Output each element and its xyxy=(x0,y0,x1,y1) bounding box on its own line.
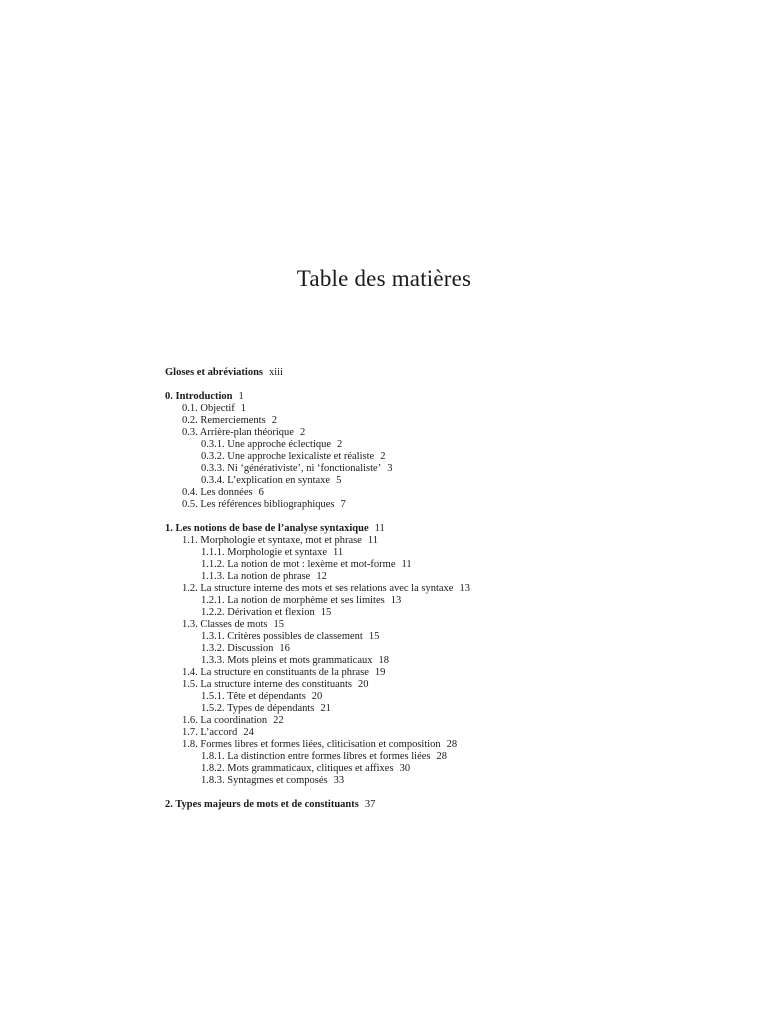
toc-entry xyxy=(165,619,725,631)
toc-entry-title: La distinction entre formes libres et formes liées xyxy=(227,751,431,762)
toc-entry xyxy=(165,475,725,487)
toc-entry xyxy=(165,583,725,595)
toc-entry-title: Ni ‘générativiste’, ni ‘fonctionaliste’ xyxy=(227,463,382,474)
toc-entry-title: L’explication en syntaxe xyxy=(227,475,331,486)
toc-entry xyxy=(165,703,725,715)
toc-entry-page: 16 xyxy=(279,643,290,654)
toc-entry-number: 1.5. xyxy=(182,679,198,690)
toc-entry-number: 1.6. xyxy=(182,715,198,726)
toc-entry xyxy=(165,367,725,379)
toc-entry-title: Types de dépendants xyxy=(227,703,315,714)
toc-entry-number: 0.3.1. xyxy=(201,439,225,450)
toc-entry-number: 1.8.1. xyxy=(201,751,225,762)
toc-entry-page: 1 xyxy=(238,391,244,402)
toc-entry xyxy=(165,679,725,691)
toc-entry-page: 12 xyxy=(316,571,327,582)
toc-entry-title: La coordination xyxy=(200,715,268,726)
toc-entry-title: Arrière-plan théorique xyxy=(199,427,294,438)
toc-entry-page: 3 xyxy=(387,463,393,474)
toc-entry-number: 0.2. xyxy=(182,415,198,426)
toc-entry-page: 20 xyxy=(311,691,323,702)
toc-entry-title: Formes libres et formes liées, cliticisation et composition xyxy=(200,739,441,750)
toc-entry-page: 18 xyxy=(378,655,389,666)
toc-entry xyxy=(165,595,725,607)
toc-entry-title: Les références bibliographiques xyxy=(200,499,335,510)
toc-entry-page: 7 xyxy=(340,499,346,510)
toc-entry-number: 0.3.3. xyxy=(201,463,225,474)
toc-entry-title: La structure interne des constituants xyxy=(200,679,352,690)
toc-entry-page: xiii xyxy=(269,367,284,378)
toc-entry-page: 2 xyxy=(299,427,306,438)
toc-entry xyxy=(165,571,725,583)
toc-entry-title: Objectif xyxy=(200,403,235,414)
toc-entry-title: La structure interne des mots et ses relations avec la syntaxe xyxy=(200,583,454,594)
toc-entry-number: 1.1. xyxy=(182,535,198,546)
toc-entry-number: 1.3. xyxy=(182,619,198,630)
toc-entry xyxy=(165,427,725,439)
toc-entry-number: 1.4. xyxy=(182,667,198,678)
toc-entry-title: La structure en constituants de la phrase xyxy=(200,667,369,678)
toc-entry xyxy=(165,739,725,751)
toc-entry-page: 11 xyxy=(374,523,385,534)
toc-entry-title: La notion de phrase xyxy=(227,571,311,582)
toc-entry-number: 0.5. xyxy=(182,499,198,510)
toc-entry xyxy=(165,631,725,643)
toc-entry-title: Une approche éclectique xyxy=(227,439,332,450)
toc-entry xyxy=(165,607,725,619)
toc-entry-title: Mots pleins et mots grammaticaux xyxy=(227,655,373,666)
toc-entry-title: Tête et dépendants xyxy=(227,691,306,702)
toc-entry xyxy=(165,439,725,451)
toc-entry-number: 1.1.1. xyxy=(201,547,225,558)
toc-entry-page: 15 xyxy=(368,631,380,642)
toc-entry xyxy=(165,391,725,403)
toc-entry-number: 1.5.1. xyxy=(201,691,225,702)
toc-entry xyxy=(165,775,725,787)
toc-entry-page: 2 xyxy=(380,451,386,462)
toc-entry-number: 1.2. xyxy=(182,583,198,594)
toc-entry-number: 0.1. xyxy=(182,403,198,414)
toc-entry-page: 28 xyxy=(436,751,447,762)
toc-entry xyxy=(165,691,725,703)
toc-entry xyxy=(165,451,725,463)
toc-entry-page: 11 xyxy=(401,559,412,570)
toc-entry-title: Remerciements xyxy=(200,415,266,426)
toc-entry-page: 22 xyxy=(273,715,284,726)
toc-entry-title: Discussion xyxy=(227,643,274,654)
toc-entry-title: Types majeurs de mots et de constituants xyxy=(175,799,359,810)
toc-entry-title: Gloses et abréviations xyxy=(165,367,263,378)
toc-entry xyxy=(165,655,725,667)
toc-entry xyxy=(165,523,725,535)
toc-entry-page: 33 xyxy=(333,775,345,786)
toc-entry-title: La notion de mot : lexème et mot-forme xyxy=(227,559,396,570)
toc-entry-title: Dérivation et flexion xyxy=(227,607,315,618)
toc-entry-page: 2 xyxy=(337,439,343,450)
toc-entry xyxy=(165,715,725,727)
toc-entry-title: La notion de morphème et ses limites xyxy=(227,595,385,606)
toc-entry-title: Syntagmes et composés xyxy=(227,775,328,786)
toc-entry-number: 0.4. xyxy=(182,487,198,498)
toc-entry-number: 2. xyxy=(165,799,173,810)
toc-entry-page: 24 xyxy=(243,727,254,738)
toc-entry-number: 1.1.2. xyxy=(201,559,225,570)
toc-entry-number: 1.8.2. xyxy=(201,763,225,774)
toc-entry-number: 1.5.2. xyxy=(201,703,225,714)
toc-entry-page: 1 xyxy=(240,403,247,414)
toc-entry xyxy=(165,751,725,763)
toc-entry-page: 11 xyxy=(367,535,379,546)
toc-entry-title: Les notions de base de l’analyse syntaxique xyxy=(175,523,369,534)
toc-entry-number: 1.2.2. xyxy=(201,607,225,618)
page-title: Table des matières xyxy=(296,266,472,291)
toc-entry-page: 15 xyxy=(320,607,332,618)
toc-entry xyxy=(165,799,725,811)
toc-entry xyxy=(165,403,725,415)
toc-entry-number: 1.2.1. xyxy=(201,595,225,606)
toc-entry-page: 21 xyxy=(320,703,331,714)
toc-entry xyxy=(165,487,725,499)
toc-entry xyxy=(165,727,725,739)
toc-entry-title: Une approche lexicaliste et réaliste xyxy=(227,451,375,462)
toc-entry xyxy=(165,535,725,547)
toc-entry-number: 1.8. xyxy=(182,739,198,750)
toc-entry-title: Morphologie et syntaxe, mot et phrase xyxy=(200,535,362,546)
toc-entry xyxy=(165,463,725,475)
toc-entry xyxy=(165,763,725,775)
toc-entry-page: 15 xyxy=(273,619,284,630)
toc-entry-page: 28 xyxy=(446,739,458,750)
toc-entry xyxy=(165,643,725,655)
toc-entry-number: 0.3. xyxy=(182,427,198,438)
toc-entry xyxy=(165,547,725,559)
toc-entry-number: 1.1.3. xyxy=(201,571,225,582)
toc-entry-title: Introduction xyxy=(175,391,233,402)
toc-entry-number: 1.8.3. xyxy=(201,775,225,786)
toc-entry-page: 19 xyxy=(374,667,386,678)
toc-entry-number: 1.3.1. xyxy=(201,631,225,642)
toc-entry-page: 13 xyxy=(459,583,470,594)
toc-entry-page: 6 xyxy=(258,487,264,498)
toc-entry-page: 20 xyxy=(358,679,369,690)
toc-entry-page: 11 xyxy=(332,547,344,558)
toc-entry-number: 0.3.4. xyxy=(201,475,225,486)
toc-entry-title: Classes de mots xyxy=(200,619,268,630)
toc-entry-number: 1.3.2. xyxy=(201,643,225,654)
toc-entry xyxy=(165,667,725,679)
toc-entry-number: 1.7. xyxy=(182,727,198,738)
toc-entry xyxy=(165,415,725,427)
toc-entry-page: 37 xyxy=(364,799,376,810)
toc-entry-number: 1. xyxy=(165,523,173,534)
toc-entry xyxy=(165,559,725,571)
toc-entry-page: 2 xyxy=(271,415,277,426)
toc-entry-number: 0.3.2. xyxy=(201,451,225,462)
toc-entry-title: L’accord xyxy=(200,727,238,738)
toc-entry-title: Les données xyxy=(200,487,253,498)
toc-entry-page: 30 xyxy=(399,763,411,774)
toc-entry-number: 0. xyxy=(165,391,173,402)
toc-entry xyxy=(165,499,725,511)
toc-entry-number: 1.3.3. xyxy=(201,655,225,666)
toc-entry-page: 13 xyxy=(390,595,402,606)
table-of-contents xyxy=(165,367,725,811)
toc-entry-title: Morphologie et syntaxe xyxy=(227,547,327,558)
toc-entry-title: Critères possibles de classement xyxy=(227,631,363,642)
toc-entry-page: 5 xyxy=(336,475,342,486)
toc-entry-title: Mots grammaticaux, clitiques et affixes xyxy=(227,763,394,774)
